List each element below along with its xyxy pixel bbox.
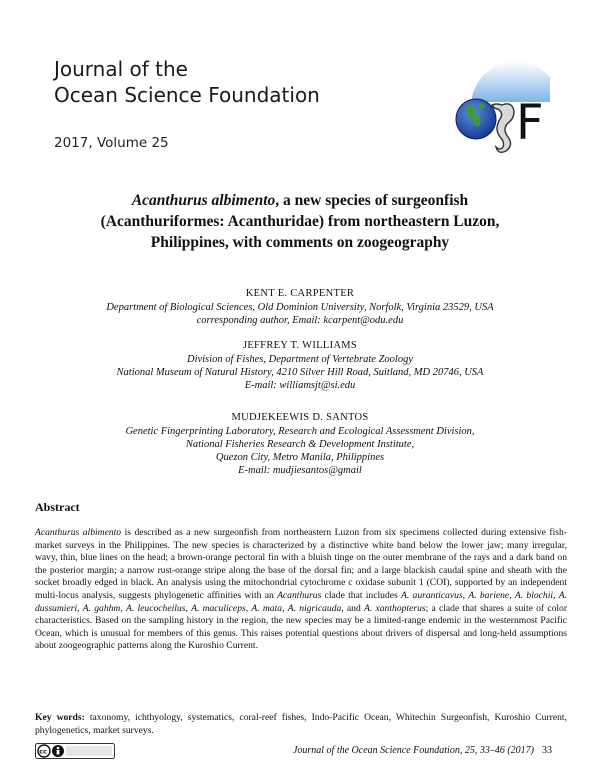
species-name: A. leucocheilus xyxy=(126,602,186,614)
author-affiliation: National Museum of Natural History, 4210 Silver Hill Road, Suitland, MD 20746, USA xyxy=(116,367,484,378)
abstract-text: clade that includes xyxy=(321,589,402,601)
journal-name-line1: Journal of the xyxy=(54,57,188,81)
svg-text:cc: cc xyxy=(39,747,47,756)
species-name: A. xanthopterus xyxy=(364,602,426,614)
seahorse-icon xyxy=(492,104,514,152)
title-species: Acanthurus albimento xyxy=(131,192,276,209)
keywords xyxy=(35,712,567,737)
footer-citation: Journal of the Ocean Science Foundation, 25, 33–46 (2017) xyxy=(292,745,534,756)
author-email: E-mail: mudjiesantos@gmail xyxy=(238,465,362,476)
abstract-body: Acanthurus albimento is described as a new surgeonfish from northeastern Luzon from six specimens collected during extensive fish-market surveys in the Philippines. The new species is characterized by a distinctive white band below the lower jaw; many irregular, wavy, thin, blue lines on the head; a brown-orange pectoral fin with a bluish tinge on the outer membrane of the rays and a dark band on the posterior margin; a narrow rust-orange stripe along the base of the dorsal fin; and a large blackish caudal spine and sheath with the socket broadly edged in black. An analysis using the mitochondrial cytochrome c oxidase subunit 1 (COI), supported by an independent multi-locus analysis, suggests phylogenetic affinities with an Acanthurus clade that includes A. auranticavus, A. bariene, A. blochii, A. dussumieri, A. gahhm, A. leucocheilus, A. maculiceps, A. mata, A. nigricauda, and A. xanthopterus; a clade that shares a suite of color characteristics. Based on the sampling history in the region, the new species may be a limited-range endemic in the westernmost Pacific Ocean, which is unusual for members of this genus. This raises potential questions about drivers of dispersal and long-held assumptions about zoogeographic patterns along the Kuroshio Current. xyxy=(35,527,568,652)
author-affiliation: National Fisheries Research & Development Institute, xyxy=(185,439,415,450)
journal-name-line2: Ocean Science Foundation xyxy=(54,83,320,107)
author-affiliation: Genetic Fingerprinting Laboratory, Research and Ecological Assessment Division, xyxy=(125,426,475,437)
cc-by-icon[interactable] xyxy=(35,743,115,759)
author-email: corresponding author, Email: kcarpent@odu.edu xyxy=(196,315,404,326)
abstract-species: Acanthurus albimento xyxy=(35,527,122,538)
author-name: KENT E. CARPENTER xyxy=(245,288,355,299)
title-line3: Philippines, with comments on zoogeography xyxy=(150,234,450,251)
journal-masthead xyxy=(54,56,320,108)
journal-volume: 2017, Volume 25 xyxy=(54,135,169,151)
title-line1-rest: , a new species of surgeonfish xyxy=(275,192,469,209)
page-number: 33 xyxy=(542,745,552,756)
author-email: E-mail: williamsjt@si.edu xyxy=(244,380,356,391)
species-name: A. gahhm xyxy=(82,602,121,614)
keywords-text: taxonomy, ichthyology, systematics, coral-reef fishes, Indo-Pacific Ocean, Whitechin Surgeonfish, Kuroshio Current, phylogenetics, market surveys. xyxy=(35,712,567,736)
species-name: A. dussumieri xyxy=(35,589,568,614)
abstract-text: ; a clade that shares a suite of color characteristics. Based on the sampling history in the region, the new species may be a limited-range endemic in the westernmost Pacific Ocean, which is unusual for members of this genus. This raises potential questions about drivers of dispersal and long-held assumptions about zoogeographic patterns along the Kuroshio Current. xyxy=(35,602,568,652)
species-name: A. auranticavus xyxy=(401,589,463,601)
abstract-heading: Abstract xyxy=(35,500,80,514)
author-affiliation: Quezon City, Metro Manila, Philippines xyxy=(215,452,385,463)
species-name: A. nigricauda xyxy=(287,602,342,614)
abstract-text: is described as a new surgeonfish from northeastern Luzon from six specimens collected during extensive fish-market surveys in the Philippines. The new species is characterized by a distinctive white band below the lower jaw; many irregular, wavy, thin, blue lines on the head; a brown-orange pectoral fin with a bluish tinge on the outer membrane of the rays and a dark band on the posterior margin; a narrow rust-orange stripe along the base of the dorsal fin; and a large blackish caudal spine and sheath with the socket broadly edged in black. An analysis using the mitochondrial cytochrome c oxidase subunit 1 (COI), supported by an independent multi-locus analysis, suggests phylogenetic affinities with an xyxy=(35,527,567,601)
author-affiliation: Department of Biological Sciences, Old Dominion University, Norfolk, Virginia 23529, USA xyxy=(106,302,494,313)
keywords-label: Key words: xyxy=(35,712,85,723)
author-block-1 xyxy=(40,287,560,327)
species-name: A. maculiceps xyxy=(191,602,246,614)
author-affiliation: Division of Fishes, Department of Vertebrate Zoology xyxy=(186,354,414,365)
author-block-3 xyxy=(40,411,560,477)
title-line2: (Acanthuriformes: Acanthuridae) from northeastern Luzon, xyxy=(100,213,500,230)
article-title xyxy=(40,190,560,253)
species-name: A. bariene xyxy=(468,589,510,601)
abstract-text: , and xyxy=(341,602,365,614)
author-name: MUDJEKEEWIS D. SANTOS xyxy=(231,412,369,423)
species-name: A. mata xyxy=(251,602,283,614)
page-footer xyxy=(293,745,552,756)
logo-letter: F xyxy=(516,95,544,151)
osf-logo xyxy=(452,57,552,162)
species-name: A. blochii xyxy=(514,589,554,601)
abstract-genus: Acanthurus xyxy=(277,589,322,601)
author-block-2 xyxy=(40,339,560,392)
author-name: JEFFREY T. WILLIAMS xyxy=(242,340,358,351)
